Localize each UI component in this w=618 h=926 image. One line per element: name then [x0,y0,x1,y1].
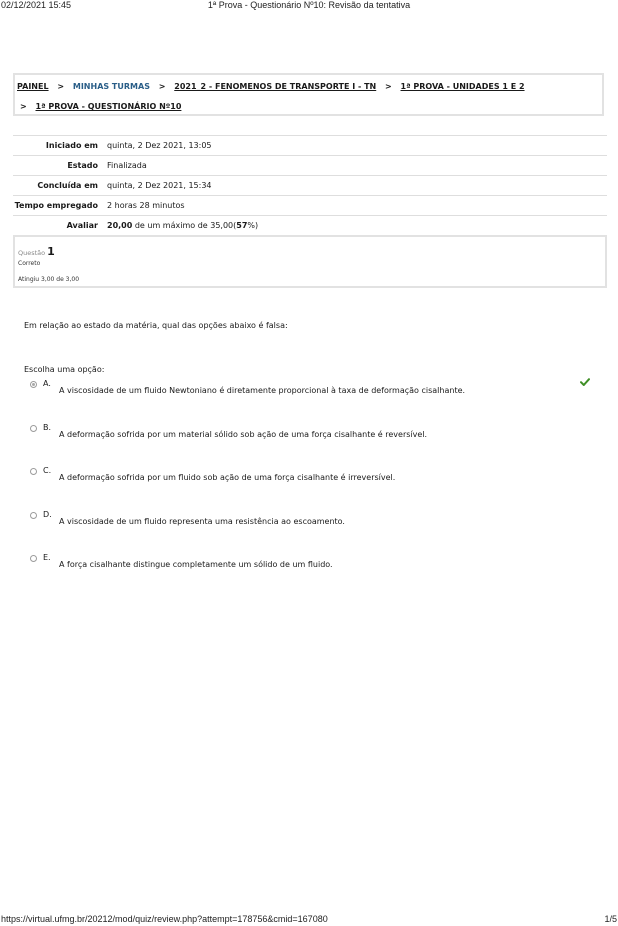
print-url: https://virtual.ufmg.br/20212/mod/quiz/review.php?attempt=178756&cmid=167080 [1,914,328,924]
question-text: Em relação ao estado da matéria, qual das opções abaixo é falsa: [24,321,288,330]
radio-icon[interactable] [30,512,37,519]
answer-option-d[interactable] [30,512,600,526]
question-info [13,235,607,288]
answer-option-a[interactable] [30,381,600,395]
breadcrumb-item-course[interactable]: 2021_2 - FENOMENOS DE TRANSPORTE I - TN [174,82,377,91]
breadcrumb-line [20,102,181,111]
option-letter: B. [43,423,52,432]
summary-label: Concluída em [37,181,98,190]
grade-end: %) [247,221,259,230]
summary-row-grade [13,216,607,236]
option-letter: E. [43,553,51,562]
grade-score: 20,00 [107,221,133,230]
option-letter: D. [43,510,52,519]
breadcrumb-separator: > [385,82,392,91]
breadcrumb-item-painel[interactable]: PAINEL [17,82,49,91]
option-text: A deformação sofrida por um material sólido sob ação de uma força cisalhante é reversível. [59,430,428,439]
summary-grade-value [107,216,607,236]
option-text: A viscosidade de um fluido Newtoniano é diretamente proporcional à taxa de deformação cisalhante. [59,386,466,395]
print-header [0,0,618,12]
check-icon [580,377,590,387]
answer-option-e[interactable] [30,555,600,569]
radio-icon[interactable] [30,468,37,475]
attempt-summary [13,135,607,236]
summary-value: Finalizada [107,161,147,170]
grade-percent: 57 [236,221,248,230]
summary-row [13,156,607,176]
print-title: 1ª Prova - Questionário Nº10: Revisão da tentativa [207,0,411,10]
summary-row [13,196,607,216]
print-page-number: 1/5 [604,914,617,924]
breadcrumb [13,73,604,116]
question-state: Correto [18,260,41,267]
radio-icon[interactable] [30,381,37,388]
question-label [18,245,55,258]
breadcrumb-item-quiz[interactable]: 1ª PROVA - QUESTIONÁRIO Nº10 [35,102,182,111]
option-text: A força cisalhante distingue completamente um sólido de um fluido. [59,560,333,569]
answer-option-b[interactable] [30,425,600,439]
breadcrumb-item-minhas-turmas[interactable]: MINHAS TURMAS [72,82,150,91]
breadcrumb-item-section[interactable]: 1ª PROVA - UNIDADES 1 E 2 [400,82,525,91]
summary-value: quinta, 2 Dez 2021, 13:05 [107,141,212,150]
option-letter: C. [43,466,52,475]
grade-middle: de um máximo de 35,00( [132,221,237,230]
print-footer [0,914,618,926]
question-grade: Atingiu 3,00 de 3,00 [18,276,80,283]
breadcrumb-line [17,82,525,91]
summary-label: Tempo empregado [14,201,98,210]
breadcrumb-separator: > [158,82,166,91]
option-text: A viscosidade de um fluido representa uma resistência ao escoamento. [59,517,345,526]
summary-label: Estado [67,161,98,170]
answer-prompt: Escolha uma opção: [24,365,105,374]
option-letter: A. [43,379,51,388]
summary-row [13,136,607,156]
option-text: A deformação sofrida por um fluido sob ação de uma força cisalhante é irreversível. [59,473,396,482]
summary-value: quinta, 2 Dez 2021, 15:34 [107,181,212,190]
summary-label: Iniciado em [45,141,98,150]
print-datetime: 02/12/2021 15:45 [1,0,72,10]
question-label-text: Questão [18,249,46,257]
answer-option-c[interactable] [30,468,600,482]
breadcrumb-separator: > [20,102,27,111]
summary-table [13,135,607,236]
summary-row [13,176,607,196]
radio-icon[interactable] [30,555,37,562]
breadcrumb-separator: > [57,82,65,91]
question-number: 1 [47,245,55,258]
radio-icon[interactable] [30,425,37,432]
summary-label: Avaliar [66,221,98,230]
summary-value: 2 horas 28 minutos [107,201,185,210]
